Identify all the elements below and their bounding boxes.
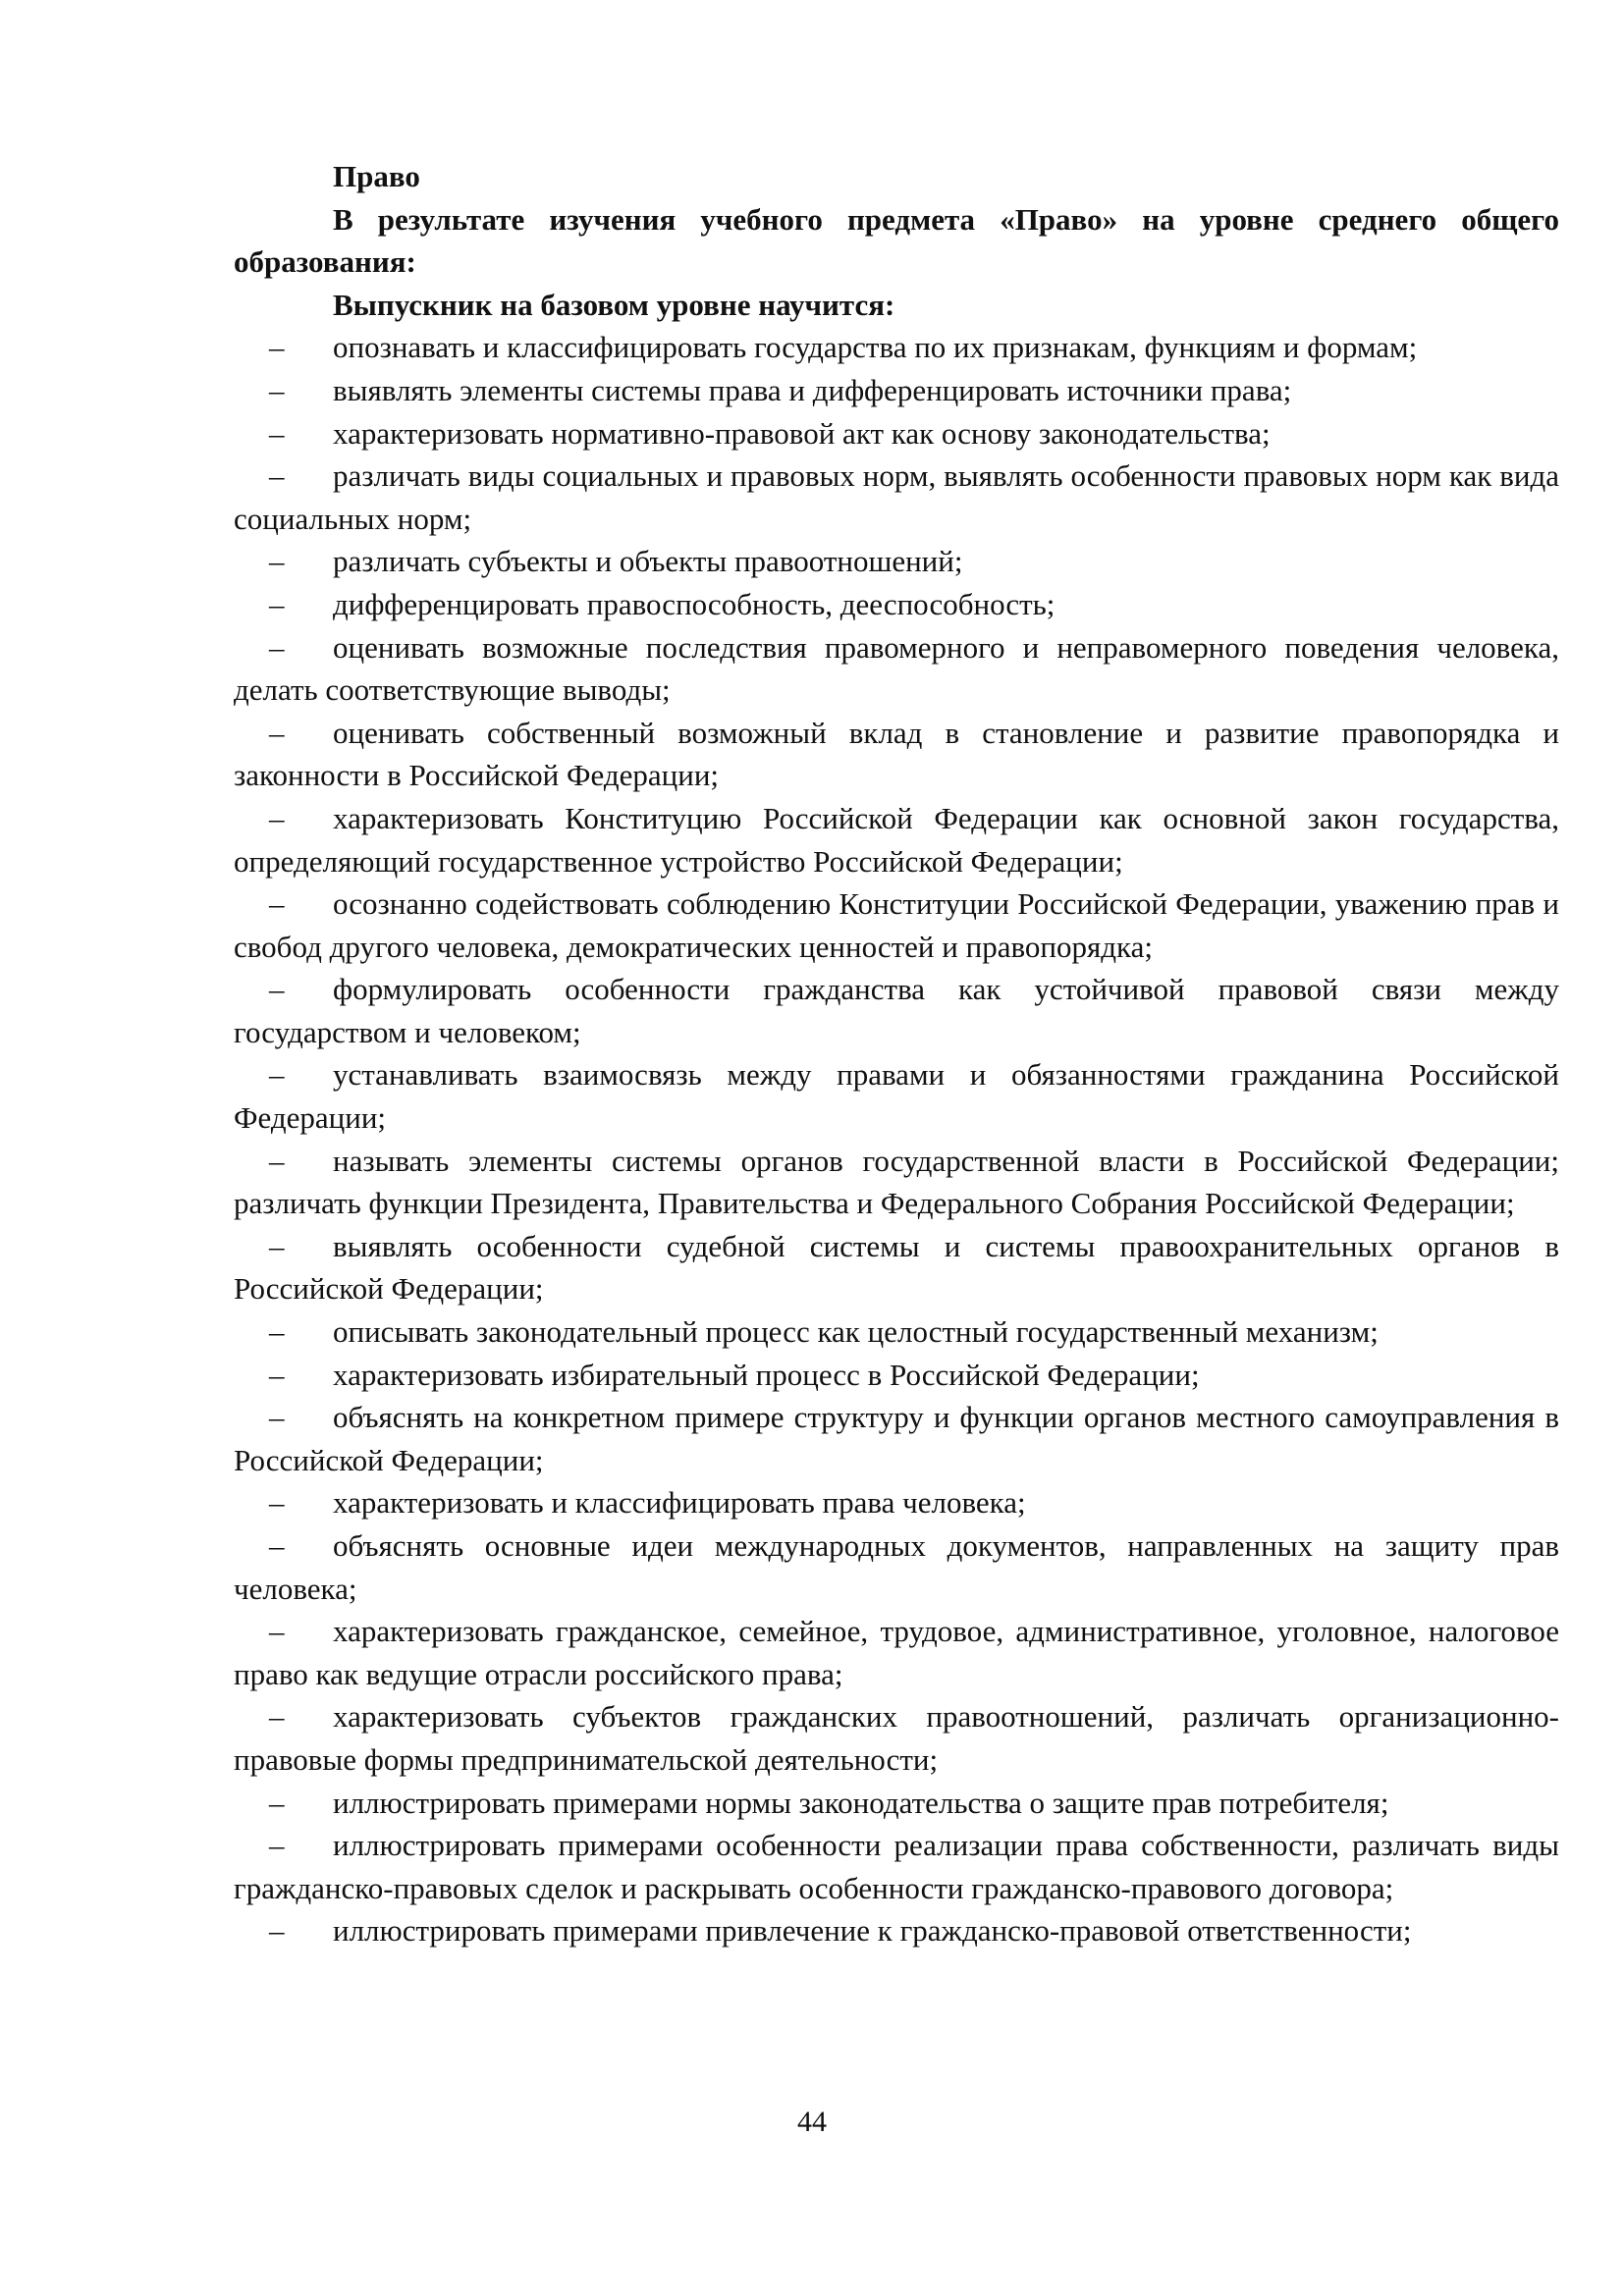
list-item-text: объяснять на конкретном примере структуру и функции органов местного самоуправления в Российской Федерации; xyxy=(234,1400,1559,1477)
dash-bullet: – xyxy=(269,1357,285,1392)
page-number: 44 xyxy=(797,2106,827,2138)
list-item xyxy=(234,583,1559,626)
list-item-text: описывать законодательный процесс как целостный государственный механизм; xyxy=(333,1314,1379,1350)
list-item xyxy=(234,882,1559,968)
dash-bullet: – xyxy=(269,415,285,451)
dash-bullet: – xyxy=(269,972,285,1007)
dash-bullet: – xyxy=(269,330,285,365)
dash-bullet: – xyxy=(269,1785,285,1820)
dash-bullet: – xyxy=(269,800,285,835)
dash-bullet: – xyxy=(269,586,285,621)
list-item xyxy=(234,1396,1559,1481)
dash-bullet: – xyxy=(269,1699,285,1735)
list-item xyxy=(234,1824,1559,1909)
list-item xyxy=(234,1610,1559,1695)
list-item xyxy=(234,1053,1559,1139)
dash-bullet: – xyxy=(269,715,285,750)
list-item-text: характеризовать субъектов гражданских правоотношений, различать организационно-правовые формы предпринимательской деятельности; xyxy=(234,1699,1559,1777)
list-item xyxy=(234,454,1559,540)
list-item-text: формулировать особенности гражданства как устойчивой правовой связи между государством и человеком; xyxy=(234,972,1559,1049)
list-item-text: выявлять элементы системы права и дифференцировать источники права; xyxy=(333,372,1292,407)
list-item-text: характеризовать нормативно-правовой акт как основу законодательства; xyxy=(333,415,1271,451)
list-item-text: оценивать собственный возможный вклад в становление и развитие правопорядка и законности в Российской Федерации; xyxy=(234,715,1559,793)
dash-bullet: – xyxy=(269,1057,285,1093)
dash-bullet: – xyxy=(269,1828,285,1863)
list-item-text: объяснять основные идеи международных документов, направленных на защиту прав человека; xyxy=(234,1528,1559,1606)
list-item-text: устанавливать взаимосвязь между правами и обязанностями гражданина Российской Федерации; xyxy=(234,1057,1559,1136)
list-item xyxy=(234,626,1559,712)
list-item xyxy=(234,412,1559,455)
list-item xyxy=(234,1782,1559,1825)
list-item-text: опознавать и классифицировать государства по их признакам, функциям и формам; xyxy=(333,330,1418,365)
list-item xyxy=(234,1310,1559,1354)
section-title: Право xyxy=(333,159,420,193)
outcomes-list xyxy=(234,326,1559,1952)
list-item xyxy=(234,326,1559,369)
list-item xyxy=(234,540,1559,583)
list-item xyxy=(234,712,1559,797)
dash-bullet: – xyxy=(269,1143,285,1178)
list-item-text: дифференцировать правоспособность, дееспособность; xyxy=(333,586,1056,621)
list-item-text: иллюстрировать примерами особенности реализации права собственности, различать виды гражданско-правовых сделок и раскрывать особенности гражданско-правового договора; xyxy=(234,1828,1559,1905)
dash-bullet: – xyxy=(269,1228,285,1263)
list-item-text: иллюстрировать примерами привлечение к гражданско-правовой ответственности; xyxy=(333,1913,1412,1949)
list-item-text: характеризовать избирательный процесс в Российской Федерации; xyxy=(333,1357,1200,1392)
dash-bullet: – xyxy=(269,1400,285,1435)
dash-bullet: – xyxy=(269,1314,285,1350)
list-item-text: характеризовать и классифицировать права человека; xyxy=(333,1485,1026,1521)
list-item-text: различать виды социальных и правовых норм, выявлять особенности правовых норм как вида социальных норм; xyxy=(234,458,1559,536)
list-item-text: осознанно содействовать соблюдению Конституции Российской Федерации, уважению прав и свобод другого человека, демократических ценностей и правопорядка; xyxy=(234,886,1559,964)
dash-bullet: – xyxy=(269,1913,285,1949)
list-item-text: характеризовать гражданское, семейное, трудовое, административное, уголовное, налоговое право как ведущие отрасли российского права; xyxy=(234,1614,1559,1691)
dash-bullet: – xyxy=(269,1528,285,1563)
list-item xyxy=(234,1354,1559,1397)
dash-bullet: – xyxy=(269,1485,285,1521)
dash-bullet: – xyxy=(269,629,285,665)
list-item-text: называть элементы системы органов государственной власти в Российской Федерации; различать функции Президента, Правительства и Федерального Собрания Российской Федерации; xyxy=(234,1143,1559,1221)
list-item-text: выявлять особенности судебной системы и системы правоохранительных органов в Российской Федерации; xyxy=(234,1228,1559,1307)
list-item-text: различать субъекты и объекты правоотношений; xyxy=(333,544,963,579)
dash-bullet: – xyxy=(269,372,285,407)
list-item xyxy=(234,1481,1559,1524)
list-item-text: оценивать возможные последствия правомерного и неправомерного поведения человека, делать соответствующие выводы; xyxy=(234,629,1559,708)
list-item-text: характеризовать Конституцию Российской Федерации как основной закон государства, определяющий государственное устройство Российской Федерации; xyxy=(234,800,1559,879)
dash-bullet: – xyxy=(269,544,285,579)
dash-bullet: – xyxy=(269,1614,285,1649)
list-item xyxy=(234,968,1559,1053)
list-item xyxy=(234,1695,1559,1781)
list-item xyxy=(234,1140,1559,1225)
intro-paragraph: В результате изучения учебного предмета «Право» на уровне среднего общего образования: xyxy=(234,201,1559,280)
list-item xyxy=(234,1225,1559,1310)
list-item xyxy=(234,1524,1559,1610)
dash-bullet: – xyxy=(269,886,285,922)
list-item xyxy=(234,797,1559,882)
dash-bullet: – xyxy=(269,458,285,494)
subheading: Выпускник на базовом уровне научится: xyxy=(333,287,895,322)
list-item-text: иллюстрировать примерами нормы законодательства о защите прав потребителя; xyxy=(333,1785,1389,1820)
document-page xyxy=(234,155,1559,1952)
list-item xyxy=(234,369,1559,412)
list-item xyxy=(234,1909,1559,1952)
